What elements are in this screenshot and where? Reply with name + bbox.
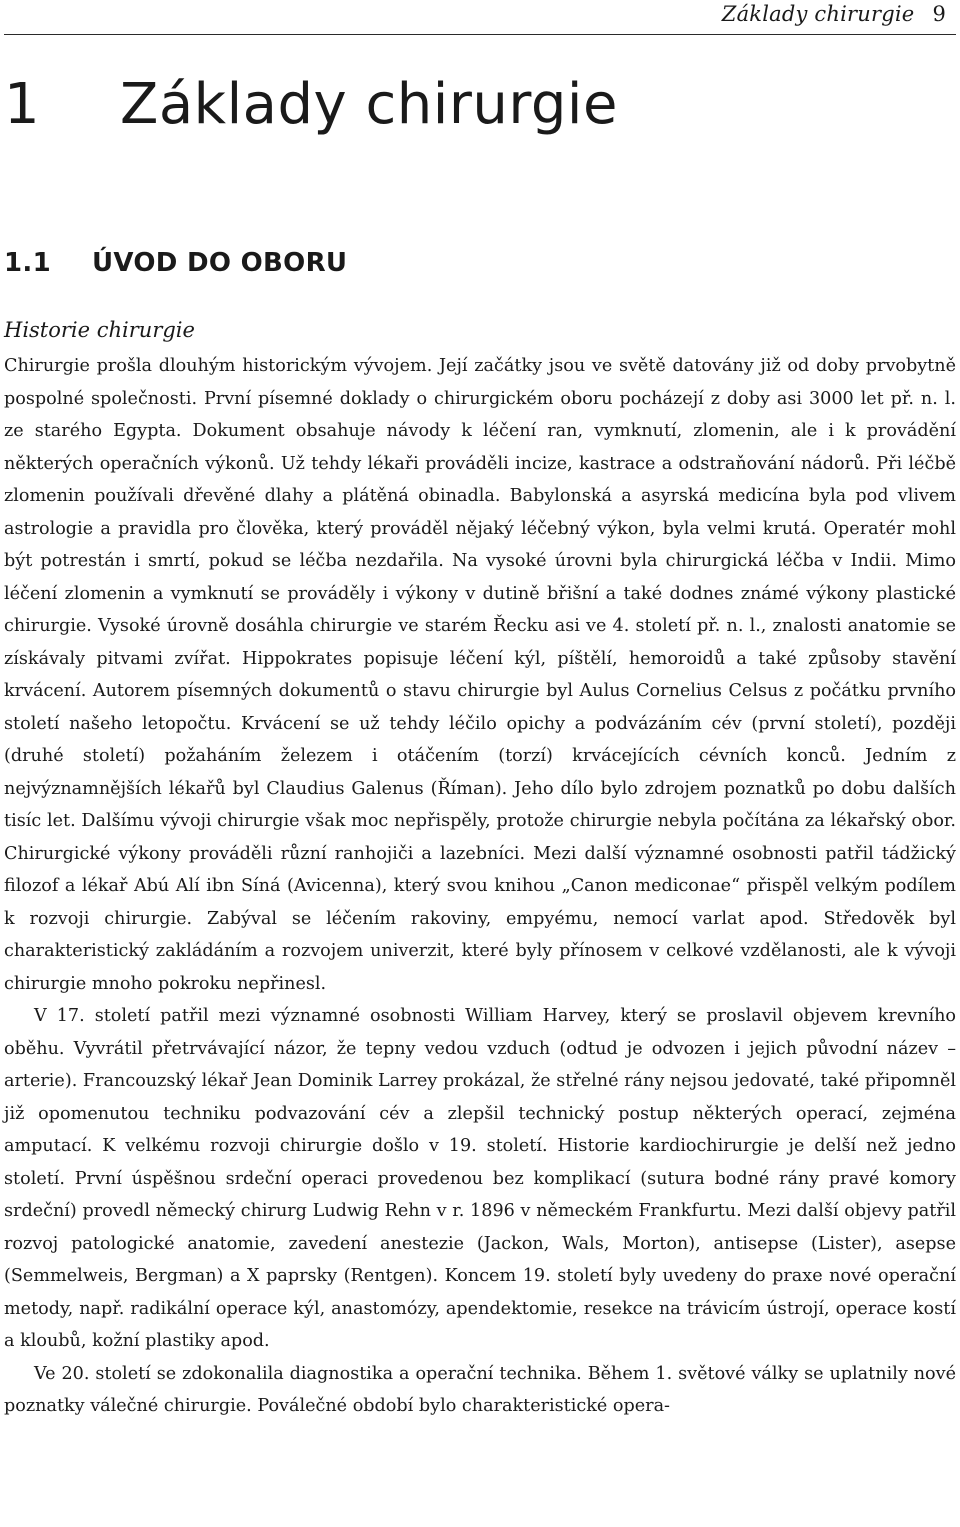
page-number: 9 bbox=[932, 2, 946, 26]
paragraph-1: Chirurgie prošla dlouhým historickým vývojem. Její začátky jsou ve světě datovány již od doby prvobytně pospolné společnosti. První písemné doklady o chirurgickém oboru pocházejí z doby asi 3000 let př. n. l. ze starého Egypta. Dokument obsahuje návody k léčení ran, vymknutí, zlomenin, ale i k provádění některých operačních výkonů. Už tehdy lékaři prováděli incize, kastrace a odstraňování nádorů. Při léčbě zlomenin používali dřevěné dlahy a plátěná obinadla. Babylonská a asyrská medicína byla pod vlivem astrologie a pravidla pro člověka, který prováděl nějaký léčebný výkon, byla velmi krutá. Operatér mohl být potrestán i smrtí, pokud se léčba nezdařila. Na vysoké úrovni byla chirurgická léčba v Indii. Mimo léčení zlomenin a vymknutí se prováděly i výkony v dutině břišní a také dodnes známé výkony plastické chirurgie. Vysoké úrovně dosáhla chirurgie ve starém Řecku asi ve 4. století př. n. l., znalosti anatomie se získávaly pitvami zvířat. Hippokrates popisuje léčení kýl, píštělí, hemoroidů a také způsoby stavění krvácení. Autorem písemných dokumentů o stavu chirurgie byl Aulus Cornelius Celsus z počátku prvního století našeho letopočtu. Krvácení se už tehdy léčilo opichy a podvázáním cév (první století), později (druhé století) požaháním železem i otáčením (torzí) krvácejících cévních konců. Jedním z nejvýznamnějších lékařů byl Claudius Galenus (Říman). Jeho dílo bylo zdrojem poznatků po dobu dalších tisíc let. Dalšímu vývoji chirurgie však moc nepřispěly, protože chirurgie nebyla počítána za lékařský obor. Chirurgické výkony prováděli různí ranhojiči a lazebníci. Mezi další významné osobnosti patřil tádžický filozof a lékař Abú Alí ibn Síná (Avicenna), který svou knihou „Canon mediconae“ přispěl velkým podílem k rozvoji chirurgie. Zabýval se léčením rakoviny, empyému, nemocí varlat apod. Středověk byl charakteristický zakládáním a rozvojem univerzit, které byly přínosem v celkové vzdělanosti, ale k vývoji chirurgie mnoho pokroku nepřinesl. bbox=[4, 356, 956, 994]
paragraph-3: Ve 20. století se zdokonalila diagnostika a operační technika. Během 1. světové války se uplatnily nové poznatky válečné chirurgie. Poválečné období bylo charakteristické opera- bbox=[4, 1363, 956, 1416]
section-number: 1.1 bbox=[4, 248, 51, 278]
section-heading bbox=[4, 246, 347, 280]
paragraph-2: V 17. století patřil mezi významné osobnosti William Harvey, který se proslavil objevem krevního oběhu. Vyvrátil přetrvávající názor, že tepny vedou vzduch (odtud je odvozen i jejich původní název – arterie). Francouzský lékař Jean Dominik Larrey prokázal, že střelné rány nejsou jedovaté, také připomněl již opomenutou techniku podvazování cév a zlepšil technický postup některých operací, zejména amputací. K velkému rozvoji chirurgie došlo v 19. století. Historie kardiochirurgie je delší než jedno století. První úspěšnou srdeční operaci provedenou bez komplikací (sutura bodné rány pravé komory srdeční) provedl německý chirurg Ludwig Rehn v r. 1896 v německém Frankfurtu. Mezi další objevy patřil rozvoj patologické anatomie, zavedení anestezie (Jackon, Wals, Morton), antisepse (Lister), asepse (Semmelweis, Bergman) a X paprsky (Rentgen). Koncem 19. století byly uvedeny do praxe nové operační metody, např. radikální operace kýl, anastomózy, apendektomie, resekce na trávicím ústrojí, operace kostí a kloubů, kožní plastiky apod. bbox=[4, 1006, 956, 1351]
chapter-title-text: Základy chirurgie bbox=[120, 72, 618, 137]
section-title: ÚVOD DO OBORU bbox=[92, 248, 348, 278]
chapter-title bbox=[4, 70, 618, 140]
body-text bbox=[4, 350, 956, 1423]
subsection-heading: Historie chirurgie bbox=[4, 318, 195, 342]
running-header bbox=[4, 0, 956, 35]
chapter-number: 1 bbox=[4, 72, 41, 137]
running-title: Základy chirurgie bbox=[721, 2, 915, 26]
